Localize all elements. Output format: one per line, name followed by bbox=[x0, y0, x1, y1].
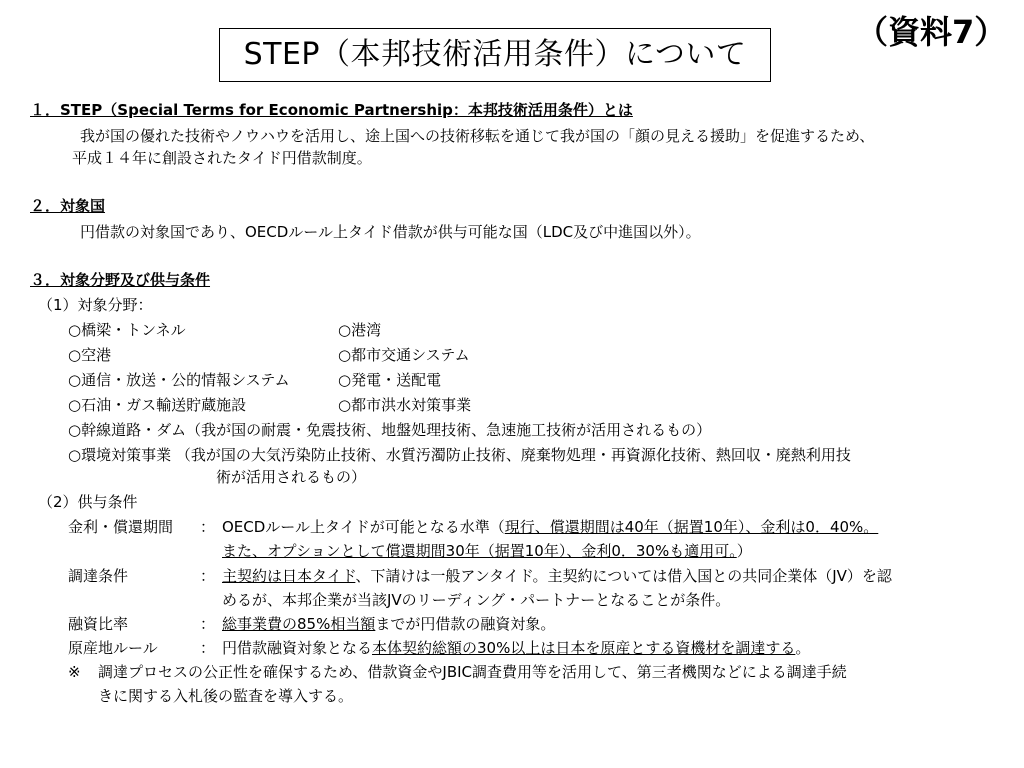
field-item: ○石油・ガス輸送貯蔵施設 bbox=[68, 396, 247, 414]
term-label-ratio: 融資比率 bbox=[68, 615, 129, 633]
term-value-procurement-line2: めるが、本邦企業が当該JVのリーディング・パートナーとなることが条件。 bbox=[222, 591, 731, 609]
term-colon: ： bbox=[200, 518, 216, 536]
field-item-road-dam: ○幹線道路・ダム（我が国の耐震・免震技術、地盤処理技術、急速施工技術が活用されるもの） bbox=[68, 421, 712, 439]
term-value-ratio: 総事業費の85%相当額までが円借款の融資対象。 bbox=[222, 615, 556, 633]
section1-heading: １．STEP（Special Terms for Economic Partnership：本邦技術活用条件）とは bbox=[30, 101, 633, 119]
field-item: ○都市交通システム bbox=[338, 346, 470, 364]
term-colon: ： bbox=[200, 639, 216, 657]
page-title: STEP（本邦技術活用条件）について bbox=[219, 28, 771, 82]
note-line2: きに関する入札後の監査を導入する。 bbox=[98, 687, 354, 705]
document-label: （資料7） bbox=[856, 13, 1007, 51]
note-mark: ※ bbox=[68, 663, 81, 681]
section2-body: 円借款の対象国であり、OECDルール上タイド借款が供与可能な国（LDC及び中進国以外）。 bbox=[80, 223, 701, 241]
term-label-rate: 金利・償還期間 bbox=[68, 518, 174, 536]
term-colon: ： bbox=[200, 615, 216, 633]
term-value-procurement-line1: 主契約は日本タイド、下請けは一般アンタイド。主契約については借入国との共同企業体（JV）を認 bbox=[222, 567, 892, 585]
term-label-origin: 原産地ルール bbox=[68, 639, 158, 657]
term-value-rate-line2: また、オプションとして償還期間30年（据置10年）、金利0．30%も適用可。） bbox=[222, 542, 752, 560]
field-item: ○都市洪水対策事業 bbox=[338, 396, 472, 414]
fields-subheading: （1）対象分野： bbox=[38, 296, 153, 314]
field-item: ○港湾 bbox=[338, 321, 382, 339]
section3-heading: ３．対象分野及び供与条件 bbox=[30, 271, 211, 289]
term-value-origin: 円借款融資対象となる本体契約総額の30%以上は日本を原産とする資機材を調達する。 bbox=[222, 639, 811, 657]
section2-heading: ２．対象国 bbox=[30, 197, 106, 215]
field-item: ○発電・送配電 bbox=[338, 371, 442, 389]
field-item-environment-cont: 術が活用されるもの） bbox=[216, 468, 367, 486]
field-item: ○橋梁・トンネル bbox=[68, 321, 186, 339]
field-item: ○空港 bbox=[68, 346, 112, 364]
terms-subheading: （2）供与条件 bbox=[38, 493, 138, 511]
term-value-rate-line1: OECDルール上タイドが可能となる水準（現行、償還期間は40年（据置10年）、金利は0．40%。 bbox=[222, 518, 879, 536]
term-colon: ： bbox=[200, 567, 216, 585]
term-label-procurement: 調達条件 bbox=[68, 567, 129, 585]
section1-body-line2: 平成１４年に創設されたタイド円借款制度。 bbox=[72, 149, 372, 167]
note-line1: 調達プロセスの公正性を確保するため、借款資金やJBIC調査費用等を活用して、第三者機関などによる調達手続 bbox=[98, 663, 847, 681]
field-item-environment: ○環境対策事業 （我が国の大気汚染防止技術、水質汚濁防止技術、廃棄物処理・再資源化技術、熱回収・廃熱利用技 bbox=[68, 446, 851, 464]
field-item: ○通信・放送・公的情報システム bbox=[68, 371, 290, 389]
section1-body-line1: 我が国の優れた技術やノウハウを活用し、途上国への技術移転を通じて我が国の「顔の見える援助」を促進するため、 bbox=[80, 127, 875, 145]
